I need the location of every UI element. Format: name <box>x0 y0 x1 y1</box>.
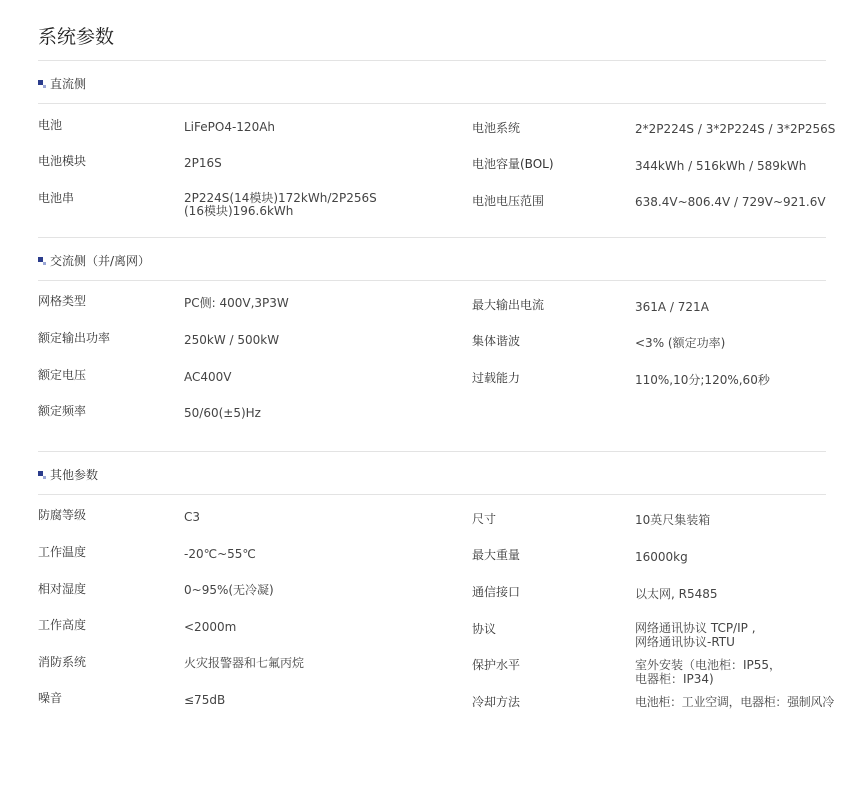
section-header-other <box>38 466 98 483</box>
spec-label: 过载能力 <box>472 371 521 385</box>
spec-label: 噪音 <box>38 691 63 705</box>
spec-value: 电器柜：IP34) <box>635 672 714 686</box>
spec-value: 电池柜：工业空调，电器柜：强制风冷 <box>635 695 834 709</box>
page-title: 系统参数 <box>38 26 115 48</box>
spec-label: 协议 <box>472 622 497 636</box>
spec-value: 344kWh / 516kWh / 589kWh <box>635 159 807 173</box>
spec-value: LiFePO4-120Ah <box>184 120 276 134</box>
spec-label: 电池串 <box>38 191 75 205</box>
spec-label: 保护水平 <box>472 658 521 672</box>
section-marker-icon <box>38 471 46 479</box>
spec-label: 电池 <box>38 118 63 132</box>
spec-label: 通信接口 <box>472 585 521 599</box>
section-header-dc <box>38 75 86 92</box>
divider <box>38 494 826 495</box>
divider <box>38 237 826 238</box>
divider <box>38 60 826 61</box>
spec-value: 16000kg <box>635 550 688 564</box>
spec-label: 额定频率 <box>38 404 87 418</box>
spec-value: 以太网, R5485 <box>635 587 718 601</box>
spec-label: 防腐等级 <box>38 508 87 522</box>
spec-label: 最大重量 <box>472 548 521 562</box>
spec-value: PC侧: 400V,3P3W <box>184 296 289 310</box>
spec-label: 网格类型 <box>38 294 87 308</box>
spec-label: 尺寸 <box>472 512 497 526</box>
section-header-ac <box>38 252 150 269</box>
spec-value: -20℃~55℃ <box>184 547 256 561</box>
spec-value: C3 <box>184 510 201 524</box>
spec-value: 50/60(±5)Hz <box>184 406 261 420</box>
spec-value: 2*2P224S / 3*2P224S / 3*2P256S <box>635 122 836 136</box>
spec-label: 额定输出功率 <box>38 331 111 345</box>
spec-label: 电池容量(BOL) <box>472 157 554 171</box>
spec-value: 250kW / 500kW <box>184 333 280 347</box>
spec-value: AC400V <box>184 370 232 384</box>
spec-value: 网络通讯协议-RTU <box>635 635 735 649</box>
spec-value: 2P16S <box>184 156 222 170</box>
spec-label: 额定电压 <box>38 368 87 382</box>
spec-label: 相对湿度 <box>38 582 87 596</box>
section-title: 直流侧 <box>50 77 87 91</box>
spec-value: 638.4V~806.4V / 729V~921.6V <box>635 195 826 209</box>
section-title: 交流侧（并/离网） <box>50 254 151 268</box>
spec-label: 消防系统 <box>38 655 87 669</box>
section-marker-icon <box>38 257 46 265</box>
spec-label: 冷却方法 <box>472 695 521 709</box>
spec-value: 110%,10分;120%,60秒 <box>635 373 770 387</box>
spec-label: 工作高度 <box>38 618 87 632</box>
spec-label: 电池电压范围 <box>472 194 545 208</box>
spec-label: 最大输出电流 <box>472 298 545 312</box>
divider <box>38 280 826 281</box>
spec-value: 361A / 721A <box>635 300 709 314</box>
spec-value: 2P224S(14模块)172kWh/2P256S <box>184 191 377 205</box>
spec-value: ≤75dB <box>184 693 226 707</box>
spec-label: 工作温度 <box>38 545 87 559</box>
divider <box>38 451 826 452</box>
spec-value: 室外安装（电池柜：IP55， <box>635 658 782 672</box>
spec-label: 集体谐波 <box>472 334 521 348</box>
spec-value: 火灾报警器和七氟丙烷 <box>184 656 305 670</box>
spec-value: (16模块)196.6kWh <box>184 204 294 218</box>
spec-value: <2000m <box>184 620 237 634</box>
section-marker-icon <box>38 80 46 88</box>
spec-label: 电池模块 <box>38 154 87 168</box>
spec-value: 网络通讯协议 TCP/IP , <box>635 621 756 635</box>
divider <box>38 103 826 104</box>
spec-value: 0~95%(无冷凝) <box>184 583 274 597</box>
spec-label: 电池系统 <box>472 121 521 135</box>
spec-value: <3% (额定功率) <box>635 336 726 350</box>
spec-value: 10英尺集装箱 <box>635 513 711 527</box>
section-title: 其他参数 <box>50 468 99 482</box>
